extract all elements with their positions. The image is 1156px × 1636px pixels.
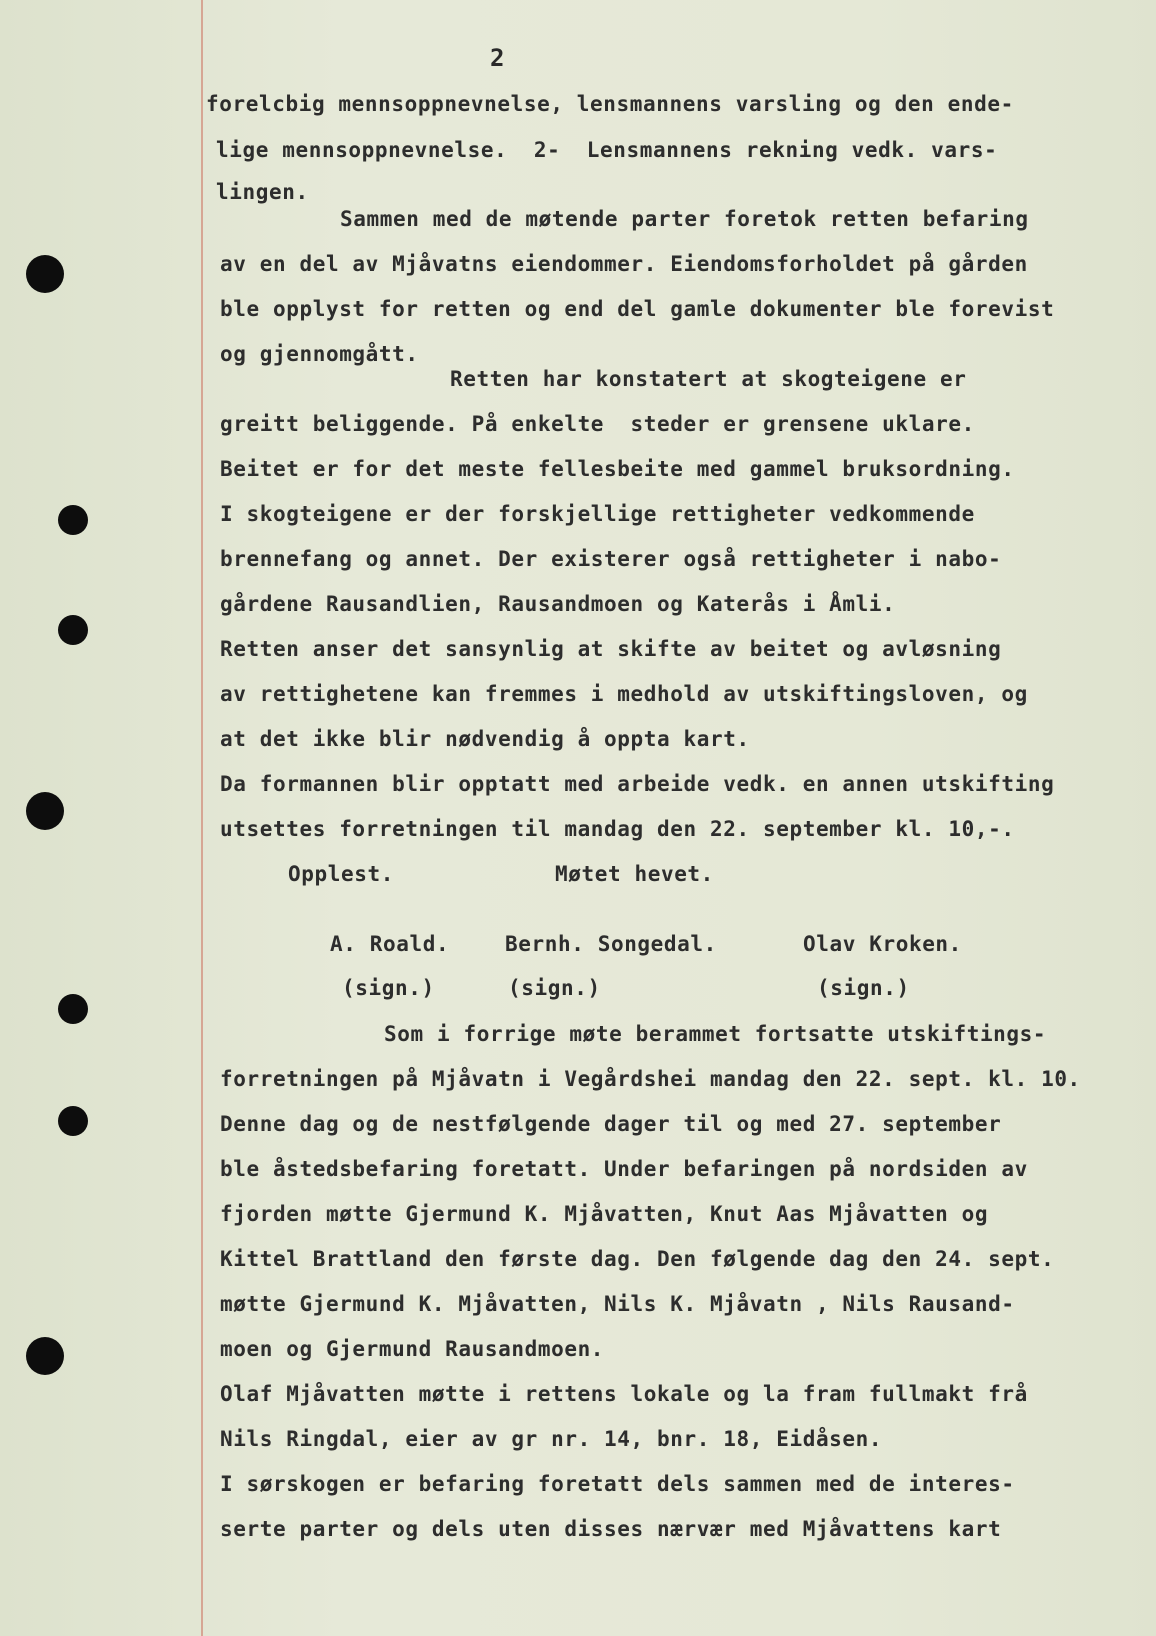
- text-line: Retten anser det sansynlig at skifte av beitet og avløsning: [220, 637, 1002, 661]
- margin-rule: [201, 0, 203, 1636]
- text-line: forelcbig mennsoppnevnelse, lensmannens varsling og den ende-: [206, 92, 1014, 116]
- text-line: I skogteigene er der forskjellige rettigheter vedkommende: [220, 502, 975, 526]
- punch-hole-2: [58, 505, 88, 535]
- punch-hole-3: [58, 615, 88, 645]
- signature-mark: (sign.): [342, 976, 435, 1000]
- signature-mark: (sign.): [508, 976, 601, 1000]
- text-line: Olaf Mjåvatten møtte i rettens lokale og la fram fullmakt frå: [220, 1382, 1028, 1406]
- text-line: av rettighetene kan fremmes i medhold av utskiftingsloven, og: [220, 682, 1028, 706]
- text-line: lingen.: [216, 180, 309, 204]
- text-line: møtte Gjermund K. Mjåvatten, Nils K. Mjåvatn , Nils Rausand-: [220, 1292, 1015, 1316]
- text-line: greitt beliggende. På enkelte steder er grensene uklare.: [220, 412, 975, 436]
- text-line: Møtet hevet.: [555, 862, 714, 886]
- punch-hole-1: [26, 255, 64, 293]
- text-line: moen og Gjermund Rausandmoen.: [220, 1337, 605, 1361]
- text-line: Retten har konstatert at skogteigene er: [450, 367, 967, 391]
- punch-hole-5: [58, 994, 88, 1024]
- text-line: Nils Ringdal, eier av gr nr. 14, bnr. 18, Eidåsen.: [220, 1427, 883, 1451]
- signature-name: Olav Kroken.: [803, 932, 962, 956]
- text-line: utsettes forretningen til mandag den 22. september kl. 10,-.: [220, 817, 1015, 841]
- text-line: ble åstedsbefaring foretatt. Under befaringen på nordsiden av: [220, 1157, 1028, 1181]
- text-line: Da formannen blir opptatt med arbeide vedk. en annen utskifting: [220, 772, 1055, 796]
- text-line: brennefang og annet. Der existerer også rettigheter i nabo-: [220, 547, 1002, 571]
- text-line: ble opplyst for retten og end del gamle dokumenter ble forevist: [220, 297, 1055, 321]
- text-line: Opplest.: [288, 862, 394, 886]
- punch-hole-6: [58, 1106, 88, 1136]
- text-line: fjorden møtte Gjermund K. Mjåvatten, Knut Aas Mjåvatten og: [220, 1202, 989, 1226]
- text-line: av en del av Mjåvatns eiendommer. Eiendomsforholdet på gården: [220, 252, 1028, 276]
- text-line: Kittel Brattland den første dag. Den følgende dag den 24. sept.: [220, 1247, 1055, 1271]
- signature-mark: (sign.): [817, 976, 910, 1000]
- text-line: forretningen på Mjåvatn i Vegårdshei mandag den 22. sept. kl. 10.: [220, 1067, 1081, 1091]
- text-line: gårdene Rausandlien, Rausandmoen og Katerås i Åmli.: [220, 592, 896, 616]
- punch-hole-4: [26, 792, 64, 830]
- text-line: serte parter og dels uten disses nærvær med Mjåvattens kart: [220, 1517, 1002, 1541]
- text-line: Denne dag og de nestfølgende dager til og med 27. september: [220, 1112, 1002, 1136]
- text-line: Sammen med de møtende parter foretok retten befaring: [340, 207, 1029, 231]
- page-number: 2: [490, 44, 505, 72]
- text-line: lige mennsoppnevnelse. 2- Lensmannens rekning vedk. vars-: [216, 138, 998, 162]
- text-line: og gjennomgått.: [220, 342, 419, 366]
- signature-name: A. Roald.: [330, 932, 450, 956]
- text-line: at det ikke blir nødvendig å oppta kart.: [220, 727, 750, 751]
- text-line: I sørskogen er befaring foretatt dels sammen med de interes-: [220, 1472, 1015, 1496]
- punch-hole-7: [26, 1337, 64, 1375]
- signature-name: Bernh. Songedal.: [505, 932, 717, 956]
- text-line: Som i forrige møte berammet fortsatte utskiftings-: [384, 1022, 1047, 1046]
- text-line: Beitet er for det meste fellesbeite med gammel bruksordning.: [220, 457, 1015, 481]
